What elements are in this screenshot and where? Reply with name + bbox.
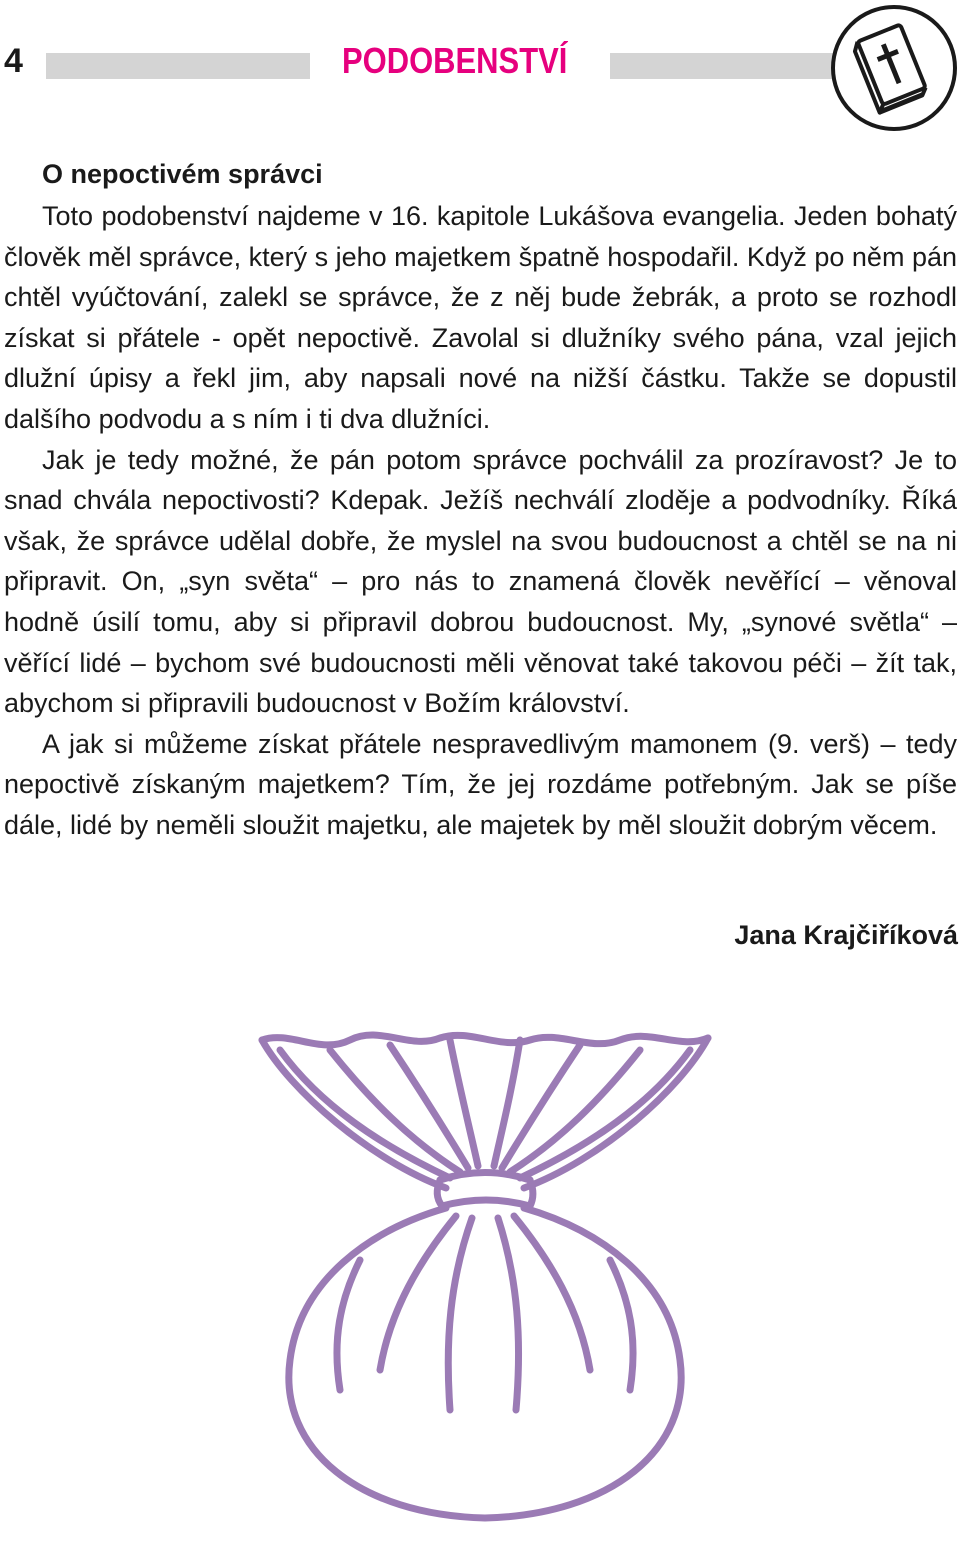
author-name: Jana Krajčiříková bbox=[734, 920, 958, 950]
article-title: O nepoctivém správci bbox=[42, 159, 323, 189]
section-title: PODOBENSTVÍ bbox=[342, 40, 568, 81]
article-paragraph: A jak si můžeme získat přátele nespravedlivým mamonem (9. verš) – tedy nepoctivě získaným majetkem? Tím, že jej rozdáme potřebným. Jak se píše dále, lidé by neměli sloužit majetku, ale majetek by měl sloužit dobrým věcem. bbox=[4, 728, 957, 840]
article-paragraph: Toto podobenství najdeme v 16. kapitole Lukášova evangelia. Jeden bohatý člověk měl správce, který s jeho majetkem špatně hospodařil. Když po něm pán chtěl vyúčtování, zalekl se správce, že z něj bude žebrák, a proto se rozhodl získat si přátele - opět nepoctivě. Zavolal si dlužníky svého pána, vzal jejich dlužní úpisy a řekl jim, aby napsali nové na nižší částku. Takže se dopustil dalšího podvodu a s ním i ti dva dlužníci. bbox=[4, 201, 957, 434]
header-bar-left bbox=[46, 53, 310, 79]
article-paragraph: Jak je tedy možné, že pán potom správce pochválil za prozíravost? Je to snad chvála nepoctivosti? Kdepak. Ježíš nechválí zloděje a podvodníky. Říká však, že správce udělal dobře, že myslel na svou budoucnost a chtěl se na ni připravit. On, „syn světa“ – pro nás to znamená člověk nevěřící – věnoval hodně úsilí tomu, aby si připravil dobrou budoucnost. My, „synové světla“ – věřící lidé – bychom své budoucnosti měli věnovat také takovou péči – žít tak, abychom si připravili budoucnost v Božím království. bbox=[4, 444, 957, 719]
page-header bbox=[0, 0, 960, 140]
bible-book-icon bbox=[830, 4, 958, 132]
page-number: 4 bbox=[4, 42, 23, 80]
header-bar-right bbox=[610, 53, 835, 79]
money-bag-icon bbox=[250, 1010, 720, 1530]
article bbox=[4, 152, 957, 846]
